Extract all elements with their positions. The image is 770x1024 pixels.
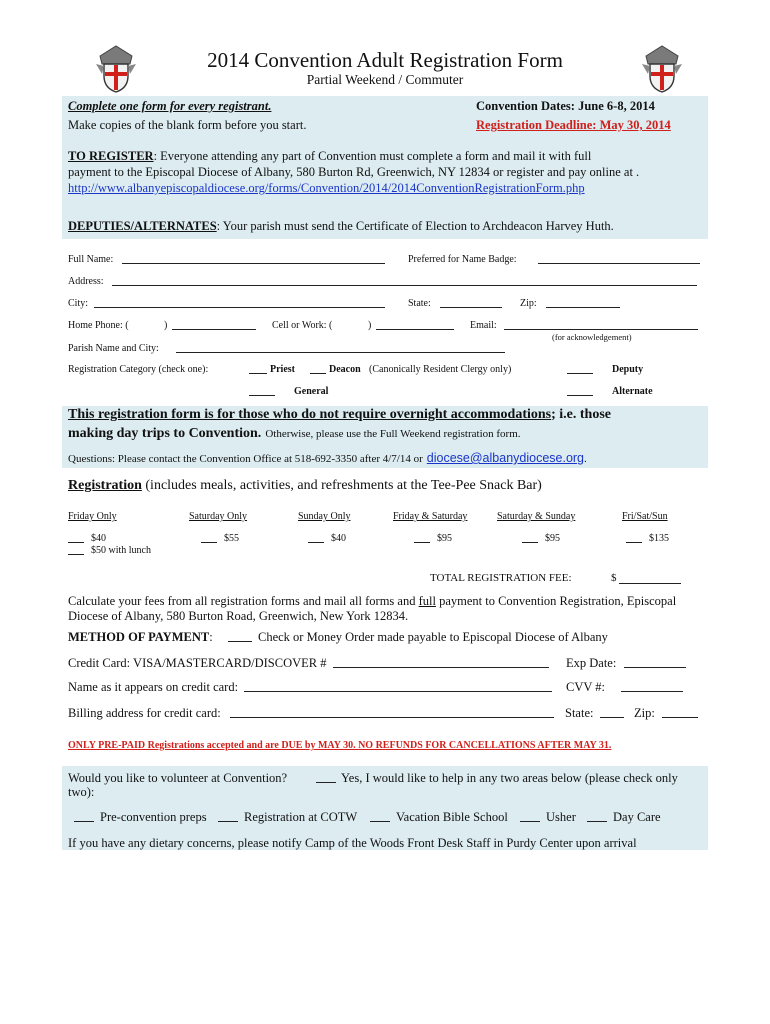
notice-line2 bbox=[68, 424, 521, 442]
card-name-field[interactable] bbox=[244, 691, 552, 692]
questions-period: . bbox=[584, 453, 587, 465]
diocese-email-link[interactable]: diocese@albanydiocese.org bbox=[426, 451, 585, 465]
deacon-check[interactable] bbox=[310, 373, 326, 374]
opt-head-friday: Friday Only bbox=[68, 511, 117, 522]
general-check[interactable] bbox=[249, 395, 275, 396]
email-field[interactable] bbox=[504, 329, 698, 330]
zip-label: Zip: bbox=[520, 298, 537, 309]
home-phone-field[interactable] bbox=[172, 329, 256, 330]
billing-state-field[interactable] bbox=[600, 717, 624, 718]
sunday-check[interactable] bbox=[308, 542, 324, 543]
area-daycare: Day Care bbox=[613, 810, 661, 824]
friday-lunch-price: $50 with lunch bbox=[91, 545, 151, 556]
area-pre-convention-check[interactable] bbox=[74, 821, 94, 822]
questions-text: Questions: Please contact the Convention Office at 518-692-3350 after 4/7/14 or bbox=[68, 453, 423, 465]
sat-sun-price: $95 bbox=[545, 533, 560, 544]
home-phone-close: ) bbox=[164, 320, 168, 331]
calc-text1: Calculate your fees from all registration forms and mail all forms and bbox=[68, 594, 416, 608]
area-registration-check[interactable] bbox=[218, 821, 238, 822]
method-label: METHOD OF PAYMENT bbox=[68, 630, 210, 644]
notice-bold-line1: This registration form is for those who do not require overnight accommodations bbox=[68, 407, 552, 422]
deputy-option: Deputy bbox=[612, 364, 644, 375]
check-option-label: Check or Money Order made payable to Episcopal Diocese of Albany bbox=[258, 630, 608, 644]
deputies-text: : Your parish must send the Certificate of Election to Archdeacon Harvey Huth. bbox=[216, 219, 614, 233]
general-option: General bbox=[294, 386, 329, 397]
sat-sun-check[interactable] bbox=[522, 542, 538, 543]
deacon-option: Deacon bbox=[329, 364, 361, 375]
cvv-field[interactable] bbox=[621, 691, 683, 692]
opt-head-fri-sat: Friday & Saturday bbox=[393, 511, 468, 522]
volunteer-yes: Yes, I would like to help in any two areas below (please check only bbox=[341, 771, 678, 785]
full-name-label: Full Name: bbox=[68, 254, 114, 265]
opt-head-fri-sat-sun: Fri/Sat/Sun bbox=[622, 511, 668, 522]
state-label: State: bbox=[408, 298, 431, 309]
registration-label: Registration bbox=[68, 478, 142, 493]
area-pre-convention: Pre-convention preps bbox=[100, 810, 207, 824]
to-register-text1: : Everyone attending any part of Convention must complete a form and mail it with full bbox=[153, 149, 592, 163]
email-note: (for acknowledgement) bbox=[552, 332, 632, 342]
area-registration: Registration at COTW bbox=[244, 810, 358, 824]
saturday-check[interactable] bbox=[201, 542, 217, 543]
card-name-label: Name as it appears on credit card: bbox=[68, 680, 239, 694]
calc-text1-end: payment to Convention Registration, Episcopal bbox=[439, 594, 677, 608]
billing-label: Billing address for credit card: bbox=[68, 706, 221, 720]
alternate-check[interactable] bbox=[567, 395, 593, 396]
volunteer-question: Would you like to volunteer at Convention? bbox=[68, 771, 288, 785]
convention-dates: Convention Dates: June 6-8, 2014 bbox=[476, 99, 655, 113]
page-title: 2014 Convention Adult Registration Form bbox=[207, 48, 563, 72]
card-number-field[interactable] bbox=[333, 667, 549, 668]
deputy-check[interactable] bbox=[567, 373, 593, 374]
registration-deadline: Registration Deadline: May 30, 2014 bbox=[476, 118, 671, 132]
area-usher-check[interactable] bbox=[520, 821, 540, 822]
to-register-line2: payment to the Episcopal Diocese of Albany, 580 Burton Rd, Greenwich, NY 12834 or register and pay online at . bbox=[68, 165, 640, 179]
priest-option: Priest bbox=[270, 364, 295, 375]
notice-bold-line2: making day trips to Convention. bbox=[68, 426, 262, 441]
to-register-line1 bbox=[68, 149, 702, 164]
volunteer-yes-cont: two): bbox=[68, 785, 95, 799]
opt-head-sat-sun: Saturday & Sunday bbox=[497, 511, 576, 522]
alternate-option: Alternate bbox=[612, 386, 653, 397]
volunteer-yes-check[interactable] bbox=[316, 782, 336, 783]
fri-sat-check[interactable] bbox=[414, 542, 430, 543]
one-form-note: Complete one form for every registrant. bbox=[68, 99, 272, 113]
area-daycare-check[interactable] bbox=[587, 821, 607, 822]
cell-field[interactable] bbox=[376, 329, 454, 330]
opt-head-saturday: Saturday Only bbox=[189, 511, 248, 522]
opt-head-sunday: Sunday Only bbox=[298, 511, 351, 522]
page-subtitle: Partial Weekend / Commuter bbox=[306, 72, 464, 87]
notice-line1 bbox=[68, 407, 611, 423]
billing-zip-label: Zip: bbox=[634, 706, 655, 720]
deacon-note: (Canonically Resident Clergy only) bbox=[369, 364, 512, 375]
deputies-line bbox=[68, 219, 614, 234]
notice-bold-line1-end: ; i.e. those bbox=[551, 407, 612, 422]
method-line bbox=[68, 630, 213, 645]
badge-label: Preferred for Name Badge: bbox=[408, 254, 517, 265]
dietary-note: If you have any dietary concerns, please notify Camp of the Woods Front Desk Staff in Purdy Center upon arrival bbox=[68, 836, 637, 850]
check-option-blank[interactable] bbox=[228, 641, 252, 642]
registration-form-link[interactable]: http://www.albanyepiscopaldiocese.org/forms/Convention/2014/2014ConventionRegistrationForm.php bbox=[68, 181, 585, 195]
total-fee-label: TOTAL REGISTRATION FEE: bbox=[430, 572, 572, 584]
cvv-label: CVV #: bbox=[566, 680, 606, 694]
registration-desc: (includes meals, activities, and refreshments at the Tee-Pee Snack Bar) bbox=[145, 478, 542, 493]
sunday-price: $40 bbox=[331, 533, 346, 544]
city-label: City: bbox=[68, 298, 89, 309]
to-register-label: TO REGISTER bbox=[68, 149, 154, 163]
notice-rest: Otherwise, please use the Full Weekend registration form. bbox=[265, 428, 521, 440]
calc-line2: Diocese of Albany, 580 Burton Road, Greenwich, New York 12834. bbox=[68, 609, 409, 623]
email-label: Email: bbox=[470, 320, 497, 331]
fri-sat-sun-price: $135 bbox=[649, 533, 669, 544]
area-vbs: Vacation Bible School bbox=[396, 810, 508, 824]
home-phone-label: Home Phone: ( bbox=[68, 320, 129, 331]
calc-full: full bbox=[418, 594, 436, 608]
billing-state-label: State: bbox=[565, 706, 594, 720]
fri-sat-sun-check[interactable] bbox=[626, 542, 642, 543]
address-field[interactable] bbox=[112, 285, 697, 286]
full-name-field[interactable] bbox=[122, 263, 385, 264]
friday-check[interactable] bbox=[68, 542, 84, 543]
billing-zip-field[interactable] bbox=[662, 717, 698, 718]
calc-line1 bbox=[68, 594, 676, 609]
friday-lunch-check[interactable] bbox=[68, 554, 84, 555]
deputies-label: DEPUTIES/ALTERNATES bbox=[68, 219, 217, 233]
exp-label: Exp Date: bbox=[566, 656, 617, 670]
billing-field[interactable] bbox=[230, 717, 554, 718]
total-fee-prefix: $ bbox=[611, 572, 617, 584]
area-usher: Usher bbox=[546, 810, 576, 824]
fri-sat-price: $95 bbox=[437, 533, 452, 544]
saturday-price: $55 bbox=[224, 533, 239, 544]
method-colon: : bbox=[209, 630, 213, 644]
cell-close: ) bbox=[368, 320, 372, 331]
registration-heading bbox=[68, 478, 542, 494]
prepaid-warning: ONLY PRE-PAID Registrations accepted and are DUE by MAY 30. NO REFUNDS FOR CANCELLATIONS AFTER MAY 31. bbox=[68, 740, 612, 751]
exp-field[interactable] bbox=[624, 667, 686, 668]
copies-note: Make copies of the blank form before you start. bbox=[68, 118, 307, 132]
category-label: Registration Category (check one): bbox=[68, 364, 209, 375]
total-fee-field[interactable] bbox=[619, 583, 681, 584]
address-label: Address: bbox=[68, 276, 104, 287]
questions-line bbox=[68, 449, 587, 467]
area-vbs-check[interactable] bbox=[370, 821, 390, 822]
parish-label: Parish Name and City: bbox=[68, 343, 159, 354]
friday-price: $40 bbox=[91, 533, 106, 544]
priest-check[interactable] bbox=[249, 373, 267, 374]
cell-label: Cell or Work: ( bbox=[272, 320, 333, 331]
badge-field[interactable] bbox=[538, 263, 700, 264]
parish-field[interactable] bbox=[176, 352, 505, 353]
city-field[interactable] bbox=[94, 307, 385, 308]
card-label: Credit Card: VISA/MASTERCARD/DISCOVER # bbox=[68, 656, 327, 670]
state-field[interactable] bbox=[440, 307, 502, 308]
zip-field[interactable] bbox=[546, 307, 620, 308]
